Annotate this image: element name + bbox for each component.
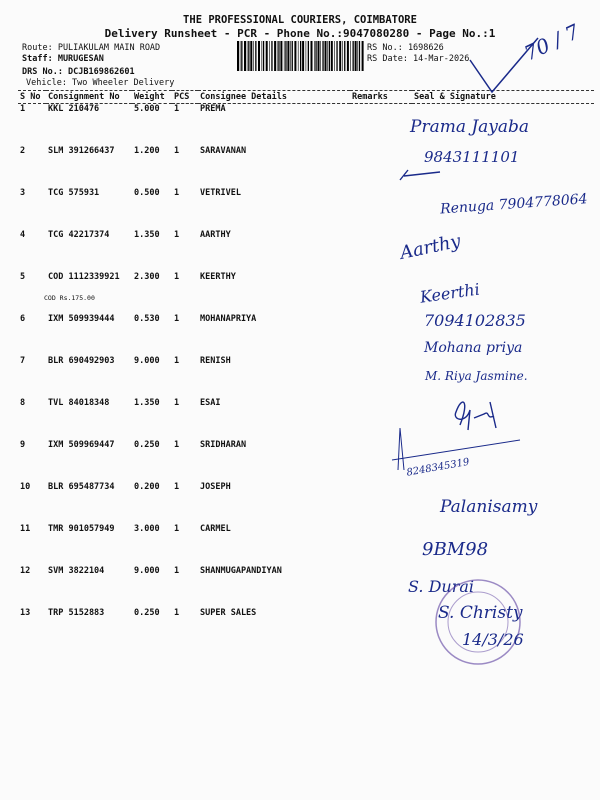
row-consignment: TMR 901057949 bbox=[48, 524, 115, 534]
row-signature bbox=[412, 104, 594, 147]
row-consignee: SUPER SALES bbox=[200, 608, 257, 618]
company-title: THE PROFESSIONAL COURIERS, COIMBATORE bbox=[183, 14, 417, 26]
row-weight: 1.200 bbox=[134, 146, 160, 156]
signature-3: Renuga 7904778064 bbox=[439, 191, 589, 218]
row-pcs: 1 bbox=[174, 524, 180, 534]
signature-6a: 7094102835 bbox=[424, 311, 526, 330]
signature-12: S. Durai bbox=[408, 577, 474, 596]
row-weight: 0.530 bbox=[134, 314, 160, 324]
drs-label: DRS No.: DCJB169862601 bbox=[22, 67, 135, 77]
table-row bbox=[18, 230, 594, 272]
signature-10: Palanisamy bbox=[440, 497, 538, 517]
signature-7: M. Riya Jasmine. bbox=[425, 369, 528, 383]
row-signature bbox=[412, 398, 594, 440]
col-consignee: Consignee Details bbox=[198, 91, 350, 104]
table-row bbox=[18, 524, 594, 566]
rs-date: RS Date: 14-Mar-2026 bbox=[367, 54, 470, 64]
col-pcs: PCS bbox=[172, 91, 198, 104]
table-row bbox=[18, 566, 594, 608]
row-sno: 3 bbox=[20, 188, 26, 198]
table-row bbox=[18, 146, 594, 188]
row-pcs: 1 bbox=[174, 230, 180, 240]
row-pcs: 1 bbox=[174, 146, 180, 156]
row-consignee: VETRIVEL bbox=[200, 188, 241, 198]
row-remarks bbox=[350, 146, 412, 188]
signature-2: 9843111101 bbox=[424, 148, 520, 166]
row-remarks bbox=[350, 272, 412, 314]
row-consignee: SRIDHARAN bbox=[200, 440, 247, 450]
row-consignee: PREMA bbox=[200, 104, 226, 114]
table-row bbox=[18, 314, 594, 356]
signature-4: Aarthy bbox=[398, 230, 463, 264]
row-remarks bbox=[350, 482, 412, 524]
col-remarks: Remarks bbox=[350, 91, 412, 104]
table-row bbox=[18, 398, 594, 440]
row-sno: 2 bbox=[20, 146, 26, 156]
row-consignee: RENISH bbox=[200, 356, 231, 366]
runsheet-subtitle: Delivery Runsheet - PCR - Phone No.:9047080280 - Page No.:1 bbox=[104, 27, 496, 40]
row-consignee: JOSEPH bbox=[200, 482, 231, 492]
table-header-row bbox=[18, 91, 594, 104]
row-signature bbox=[412, 146, 594, 188]
row-consignment: SVM 3822104 bbox=[48, 566, 105, 576]
row-remarks bbox=[350, 188, 412, 230]
table-row bbox=[18, 440, 594, 482]
row-consignment: SLM 391266437 bbox=[48, 146, 115, 156]
row-pcs: 1 bbox=[174, 356, 180, 366]
row-consignment: TRP 5152883 bbox=[48, 608, 105, 618]
row-signature bbox=[412, 524, 594, 566]
table-row bbox=[18, 482, 594, 524]
barcode-image bbox=[237, 41, 365, 71]
row-remarks bbox=[350, 608, 412, 650]
table-row bbox=[18, 188, 594, 230]
rs-number: RS No.: 1698626 bbox=[367, 43, 444, 53]
table-row bbox=[18, 104, 594, 147]
route-label: Route: PULIAKULAM MAIN ROAD bbox=[22, 43, 161, 53]
row-consignee: SHANMUGAPANDIYAN bbox=[200, 566, 282, 576]
row-sno: 13 bbox=[20, 608, 31, 618]
row-sno: 6 bbox=[20, 314, 26, 324]
row-consignment: TVL 84018348 bbox=[48, 398, 110, 408]
row-consignment: KKL 210476 bbox=[48, 104, 100, 114]
staff-label: Staff: MURUGESAN bbox=[22, 54, 104, 64]
row-remarks bbox=[350, 314, 412, 356]
row-consignment: COD 1112339921 bbox=[48, 272, 120, 282]
row-sno: 9 bbox=[20, 440, 26, 450]
row-consignee: MOHANAPRIYA bbox=[200, 314, 257, 324]
col-weight: Weight bbox=[132, 91, 172, 104]
row-signature bbox=[412, 608, 594, 650]
signature-13-date: 14/3/26 bbox=[462, 630, 524, 649]
row-remarks bbox=[350, 524, 412, 566]
row-remarks bbox=[350, 356, 412, 398]
row-consignee: KEERTHY bbox=[200, 272, 236, 282]
row-sno: 8 bbox=[20, 398, 26, 408]
row-sno: 12 bbox=[20, 566, 31, 576]
table-row bbox=[18, 356, 594, 398]
signature-11: 9BM98 bbox=[422, 539, 489, 560]
row-consignment: TCG 575931 bbox=[48, 188, 100, 198]
row-weight: 9.000 bbox=[134, 356, 160, 366]
row-weight: 5.000 bbox=[134, 104, 160, 114]
row-weight: 0.250 bbox=[134, 440, 160, 450]
row-pcs: 1 bbox=[174, 482, 180, 492]
row-sno: 5 bbox=[20, 272, 26, 282]
row-weight: 1.350 bbox=[134, 398, 160, 408]
signature-6b: Mohana priya bbox=[424, 340, 523, 356]
signature-5: Keerthi bbox=[418, 279, 481, 307]
row-consignee: CARMEL bbox=[200, 524, 231, 534]
row-weight: 0.500 bbox=[134, 188, 160, 198]
col-signature: Seal & Signature bbox=[412, 91, 594, 104]
row-consignment: IXM 509969447 bbox=[48, 440, 115, 450]
row-consignee: AARTHY bbox=[200, 230, 231, 240]
col-consignment: Consignment No bbox=[46, 91, 132, 104]
table-row bbox=[18, 608, 594, 650]
row-pcs: 1 bbox=[174, 566, 180, 576]
signature-1: Prama Jayaba bbox=[410, 117, 530, 137]
row-signature bbox=[412, 272, 594, 314]
row-remarks bbox=[350, 398, 412, 440]
row-signature bbox=[412, 188, 594, 230]
row-consignee: ESAI bbox=[200, 398, 221, 408]
tick-mark bbox=[470, 38, 538, 92]
row-consignee: SARAVANAN bbox=[200, 146, 247, 156]
row-consignment: BLR 690492903 bbox=[48, 356, 115, 366]
col-sno: S No bbox=[18, 91, 46, 104]
vehicle-label: Vehicle: Two Wheeler Delivery bbox=[26, 78, 175, 88]
row-signature bbox=[412, 356, 594, 398]
row-signature bbox=[412, 230, 594, 272]
row-pcs: 1 bbox=[174, 272, 180, 282]
row-pcs: 1 bbox=[174, 104, 180, 114]
row-remarks bbox=[350, 566, 412, 608]
row-consignment: TCG 42217374 bbox=[48, 230, 110, 240]
row-weight: 3.000 bbox=[134, 524, 160, 534]
row-pcs: 1 bbox=[174, 608, 180, 618]
row-pcs: 1 bbox=[174, 398, 180, 408]
row-consignment: BLR 695487734 bbox=[48, 482, 115, 492]
row-sno: 11 bbox=[20, 524, 31, 534]
row-pcs: 1 bbox=[174, 188, 180, 198]
row-pcs: 1 bbox=[174, 314, 180, 324]
signature-top: 70 / 7 bbox=[520, 19, 583, 66]
row-weight: 0.200 bbox=[134, 482, 160, 492]
row-weight: 1.350 bbox=[134, 230, 160, 240]
row-sno: 1 bbox=[20, 104, 26, 114]
row-remarks bbox=[350, 230, 412, 272]
row-signature bbox=[412, 482, 594, 524]
row-sno: 7 bbox=[20, 356, 26, 366]
row-signature bbox=[412, 314, 594, 356]
row-weight: 2.300 bbox=[134, 272, 160, 282]
row-weight: 9.000 bbox=[134, 566, 160, 576]
row-sno: 10 bbox=[20, 482, 31, 492]
row-pcs: 1 bbox=[174, 440, 180, 450]
signature-13: S. Christy bbox=[438, 603, 523, 623]
row-weight: 0.250 bbox=[134, 608, 160, 618]
table-row bbox=[18, 272, 594, 314]
signature-9: 8248345319 bbox=[405, 456, 471, 479]
row-signature bbox=[412, 566, 594, 608]
row-signature bbox=[412, 440, 594, 482]
cod-note: COD Rs.175.00 bbox=[44, 294, 95, 302]
row-sno: 4 bbox=[20, 230, 26, 240]
row-remarks bbox=[350, 104, 412, 147]
row-remarks bbox=[350, 440, 412, 482]
row-consignment: IXM 509939444 bbox=[48, 314, 115, 324]
delivery-table bbox=[18, 90, 594, 650]
